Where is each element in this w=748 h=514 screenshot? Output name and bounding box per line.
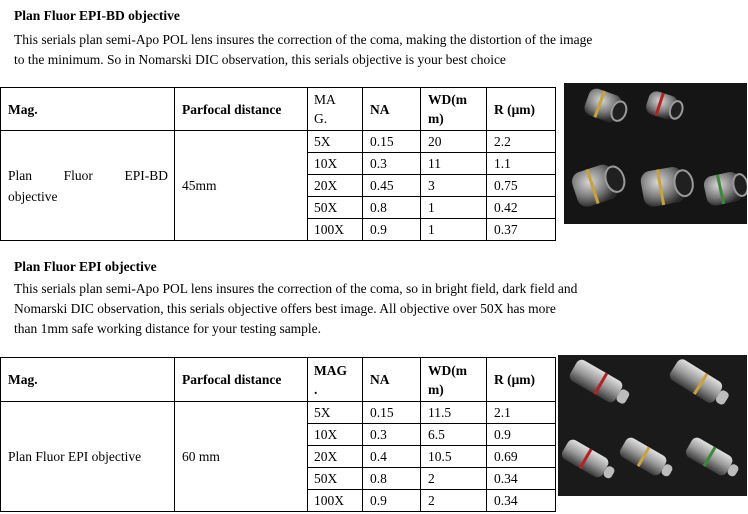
parfocal-value-cell: 60 mm (175, 402, 308, 512)
wd-cell: 2 (421, 468, 487, 490)
header-mag: Mag. (1, 88, 175, 131)
product-name-cell: Plan Fluor EPI-BD objective (1, 131, 175, 241)
wd-cell: 1 (421, 219, 487, 241)
header-parfocal: Parfocal distance (175, 88, 308, 131)
mag-cell: 5X (308, 131, 363, 153)
na-cell: 0.3 (363, 424, 421, 446)
r-cell: 0.75 (487, 175, 556, 197)
lens-icon (567, 358, 633, 410)
mag-cell: 100X (308, 219, 363, 241)
lens-icon (639, 164, 695, 208)
wd-cell: 6.5 (421, 424, 487, 446)
na-cell: 0.9 (363, 219, 421, 241)
objective-lenses-photo-2 (558, 355, 747, 496)
na-cell: 0.3 (363, 153, 421, 175)
header-na: NA (363, 358, 421, 402)
product-name-cell: Plan Fluor EPI objective (1, 402, 175, 512)
na-cell: 0.8 (363, 468, 421, 490)
header-mag-short: MAG . (308, 358, 363, 402)
mag-cell: 100X (308, 490, 363, 512)
na-cell: 0.15 (363, 131, 421, 153)
r-cell: 2.1 (487, 402, 556, 424)
section2-desc-line: This serials plan semi-Apo POL lens insures the correction of the coma, so in bright field, dark field and (14, 281, 578, 296)
section2-description (14, 279, 577, 339)
mag-cell: 50X (308, 197, 363, 219)
na-cell: 0.45 (363, 175, 421, 197)
r-cell: 0.9 (487, 424, 556, 446)
lens-icon (618, 435, 677, 482)
r-cell: 0.69 (487, 446, 556, 468)
section2-title: Plan Fluor EPI objective (14, 259, 157, 274)
mag-cell: 20X (308, 446, 363, 468)
wd-cell: 10.5 (421, 446, 487, 468)
parfocal-value-cell: 45mm (175, 131, 308, 241)
section1-spec-table (0, 87, 556, 241)
na-cell: 0.4 (363, 446, 421, 468)
wd-cell: 11.5 (421, 402, 487, 424)
header-na: NA (363, 88, 421, 131)
mag-cell: 20X (308, 175, 363, 197)
wd-cell: 11 (421, 153, 487, 175)
table-header-row (1, 88, 556, 131)
header-wd: WD(m m) (421, 88, 487, 131)
section2-desc-line: Nomarski DIC observation, this serials objective offers best image. All objective over 50X has more (14, 301, 556, 316)
mag-cell: 10X (308, 424, 363, 446)
wd-cell: 1 (421, 197, 487, 219)
lens-icon (668, 357, 733, 410)
section1-desc-line: This serials plan semi-Apo POL lens insures the correction of the coma, making the distortion of the image (14, 32, 593, 47)
header-mag-short: MA G. (308, 88, 363, 131)
lens-icon (569, 159, 629, 209)
lens-icon (702, 169, 747, 207)
section1-desc-line: to the minimum. So in Nomarski DIC observation, this serials objective is your best choice (14, 52, 506, 67)
header-wd: WD(m m) (421, 358, 487, 402)
lens-icon (644, 89, 686, 123)
lens-icon (684, 435, 743, 482)
wd-cell: 2 (421, 490, 487, 512)
mag-cell: 5X (308, 402, 363, 424)
header-r: R (μm) (487, 358, 556, 402)
na-cell: 0.8 (363, 197, 421, 219)
section1-title: Plan Fluor EPI-BD objective (14, 8, 180, 23)
section2-desc-line: than 1mm safe working distance for your testing sample. (14, 321, 322, 336)
objective-lenses-image (564, 83, 747, 224)
na-cell: 0.9 (363, 490, 421, 512)
objective-lenses-photo (564, 83, 747, 224)
wd-cell: 20 (421, 131, 487, 153)
wd-cell: 3 (421, 175, 487, 197)
lens-icon (582, 86, 630, 126)
lens-icon (560, 437, 619, 484)
r-cell: 1.1 (487, 153, 556, 175)
r-cell: 0.42 (487, 197, 556, 219)
header-r: R (μm) (487, 88, 556, 131)
objective-lenses-image-2 (558, 355, 747, 496)
section2-spec-table (0, 357, 556, 512)
table-row (1, 402, 556, 424)
r-cell: 0.37 (487, 219, 556, 241)
table-row (1, 131, 556, 153)
r-cell: 0.34 (487, 490, 556, 512)
header-mag: Mag. (1, 358, 175, 402)
na-cell: 0.15 (363, 402, 421, 424)
mag-cell: 50X (308, 468, 363, 490)
mag-cell: 10X (308, 153, 363, 175)
r-cell: 2.2 (487, 131, 556, 153)
table-header-row (1, 358, 556, 402)
r-cell: 0.34 (487, 468, 556, 490)
header-parfocal: Parfocal distance (175, 358, 308, 402)
section1-description (14, 30, 592, 70)
